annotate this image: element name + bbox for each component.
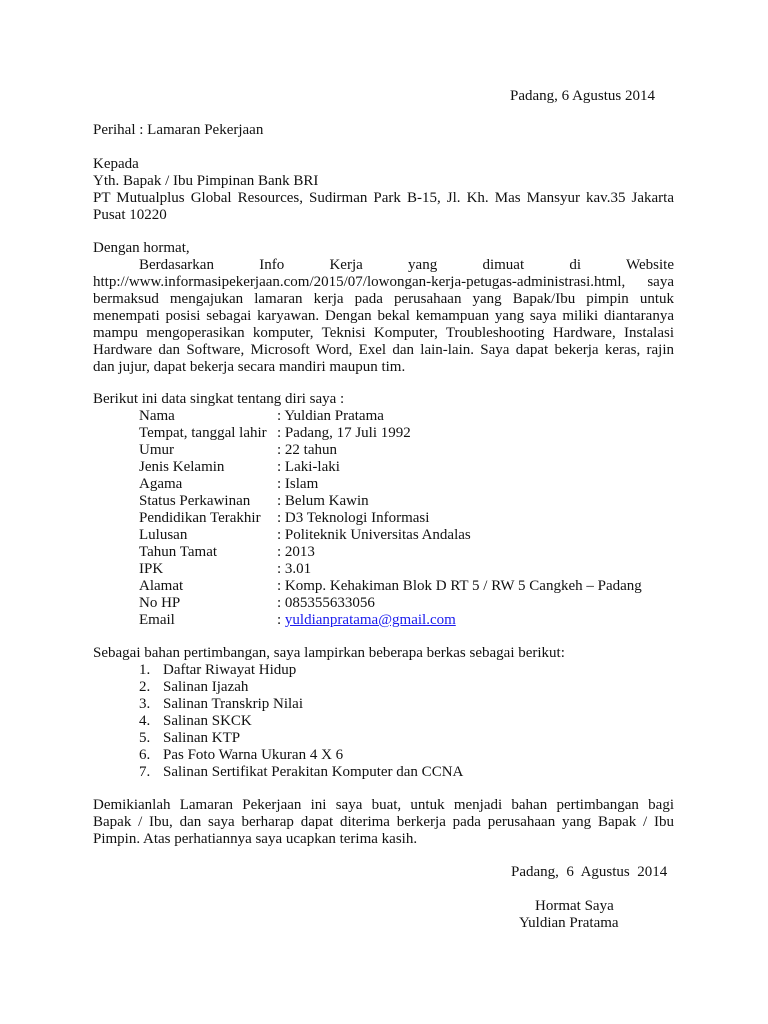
attachment-text: Salinan Transkrip Nilai xyxy=(163,696,304,712)
attachment-number: 1. xyxy=(139,662,151,678)
signature-name: Yuldian Pratama xyxy=(519,915,619,931)
profile-label: Lulusan xyxy=(139,527,188,543)
attachment-text: Daftar Riwayat Hidup xyxy=(163,662,297,678)
profile-label: Jenis Kelamin xyxy=(139,459,225,475)
paragraph-1-line-3: bermaksud mengajukan lamaran kerja pada perusahaan yang Bapak/Ibu pimpin untuk xyxy=(93,291,674,307)
attachment-text: Salinan Sertifikat Perakitan Komputer dan CCNA xyxy=(163,764,464,780)
attachment-number: 5. xyxy=(139,730,151,746)
attachment-item xyxy=(139,696,303,713)
attachment-item xyxy=(139,713,252,730)
closing-line-1: Demikianlah Lamaran Pekerjaan ini saya buat, untuk menjadi bahan pertimbangan bagi xyxy=(93,797,674,813)
signature-regards: Hormat Saya xyxy=(535,898,614,914)
profile-value: : D3 Teknologi Informasi xyxy=(277,510,430,526)
paragraph-1-line-2: http://www.informasipekerjaan.com/2015/07/lowongan-kerja-petugas-administrasi.html, saya xyxy=(93,274,674,290)
profile-value: : Padang, 17 Juli 1992 xyxy=(277,425,411,441)
recipient-line-2: PT Mutualplus Global Resources, Sudirman Park B-15, Jl. Kh. Mas Mansyur kav.35 Jakarta xyxy=(93,190,674,206)
profile-label: Alamat xyxy=(139,578,184,594)
profile-value: : 085355633056 xyxy=(277,595,375,611)
email-link[interactable]: yuldianpratama@gmail.com xyxy=(284,612,456,628)
profile-label: IPK xyxy=(139,561,164,577)
recipient-line-3: Pusat 10220 xyxy=(93,207,167,223)
recipient-line-1: Yth. Bapak / Ibu Pimpinan Bank BRI xyxy=(93,173,319,189)
profile-value: : Politeknik Universitas Andalas xyxy=(277,527,471,543)
profile-value: : Yuldian Pratama xyxy=(277,408,384,424)
attachment-number: 4. xyxy=(139,713,151,729)
signature-date: Padang, 6 Agustus 2014 xyxy=(511,864,668,880)
attachment-item xyxy=(139,747,343,764)
recipient-to: Kepada xyxy=(93,156,139,172)
profile-label: Pendidikan Terakhir xyxy=(139,510,261,526)
attachment-text: Salinan SKCK xyxy=(163,713,252,729)
attachment-text: Salinan Ijazah xyxy=(163,679,249,695)
attachment-text: Salinan KTP xyxy=(163,730,241,746)
paragraph-1-line-7: dan jujur, dapat bekerja secara mandiri maupun tim. xyxy=(93,359,406,375)
profile-label: Tempat, tanggal lahir xyxy=(139,425,267,441)
attachment-number: 6. xyxy=(139,747,151,763)
profile-label: No HP xyxy=(139,595,181,611)
profile-value: : 3.01 xyxy=(277,561,312,577)
attachment-item xyxy=(139,662,296,679)
paragraph-1-line-1: Berdasarkan Info Kerja yang dimuat di Website xyxy=(139,257,674,273)
email-label: Email xyxy=(139,612,175,628)
profile-label: Umur xyxy=(139,442,174,458)
attachment-item xyxy=(139,730,240,747)
attachment-text: Pas Foto Warna Ukuran 4 X 6 xyxy=(163,747,344,763)
closing-line-2: Bapak / Ibu, dan saya berharap dapat diterima berkerja pada perusahaan yang Bapak / Ibu xyxy=(93,814,674,830)
attachments-intro: Sebagai bahan pertimbangan, saya lampirkan beberapa berkas sebagai berikut: xyxy=(93,645,565,661)
closing-line-3: Pimpin. Atas perhatiannya saya ucapkan terima kasih. xyxy=(93,831,418,847)
profile-label: Tahun Tamat xyxy=(139,544,218,560)
greeting: Dengan hormat, xyxy=(93,240,190,256)
paragraph-1-line-6: Hardware dan Software, Microsoft Word, Exel dan lain-lain. Saya dapat bekerja keras, rajin xyxy=(93,342,674,358)
letter-date: Padang, 6 Agustus 2014 xyxy=(510,88,656,104)
profile-value: : 22 tahun xyxy=(277,442,337,458)
profile-label: Agama xyxy=(139,476,183,492)
profile-value: : Laki-laki xyxy=(277,459,340,475)
profile-value: : Belum Kawin xyxy=(277,493,369,509)
paragraph-1-line-4: menempati posisi sebagai karyawan. Dengan bekal kemampuan yang saya miliki diantaranya xyxy=(93,308,674,324)
email-colon: : xyxy=(277,612,285,628)
profile-label: Status Perkawinan xyxy=(139,493,251,509)
profile-intro: Berikut ini data singkat tentang diri saya : xyxy=(93,391,345,407)
email-value-wrap xyxy=(277,612,456,629)
paragraph-1-line-5: mampu mengoperasikan komputer, Teknisi Komputer, Troubleshooting Hardware, Instalasi xyxy=(93,325,674,341)
attachment-number: 3. xyxy=(139,696,151,712)
attachment-item xyxy=(139,679,248,696)
profile-value: : 2013 xyxy=(277,544,315,560)
attachment-number: 7. xyxy=(139,764,151,780)
attachment-item xyxy=(139,764,463,781)
profile-label: Nama xyxy=(139,408,175,424)
attachment-number: 2. xyxy=(139,679,151,695)
profile-value: : Komp. Kehakiman Blok D RT 5 / RW 5 Cangkeh – Padang xyxy=(277,578,642,594)
letter-subject: Perihal : Lamaran Pekerjaan xyxy=(93,122,264,138)
profile-value: : Islam xyxy=(277,476,319,492)
